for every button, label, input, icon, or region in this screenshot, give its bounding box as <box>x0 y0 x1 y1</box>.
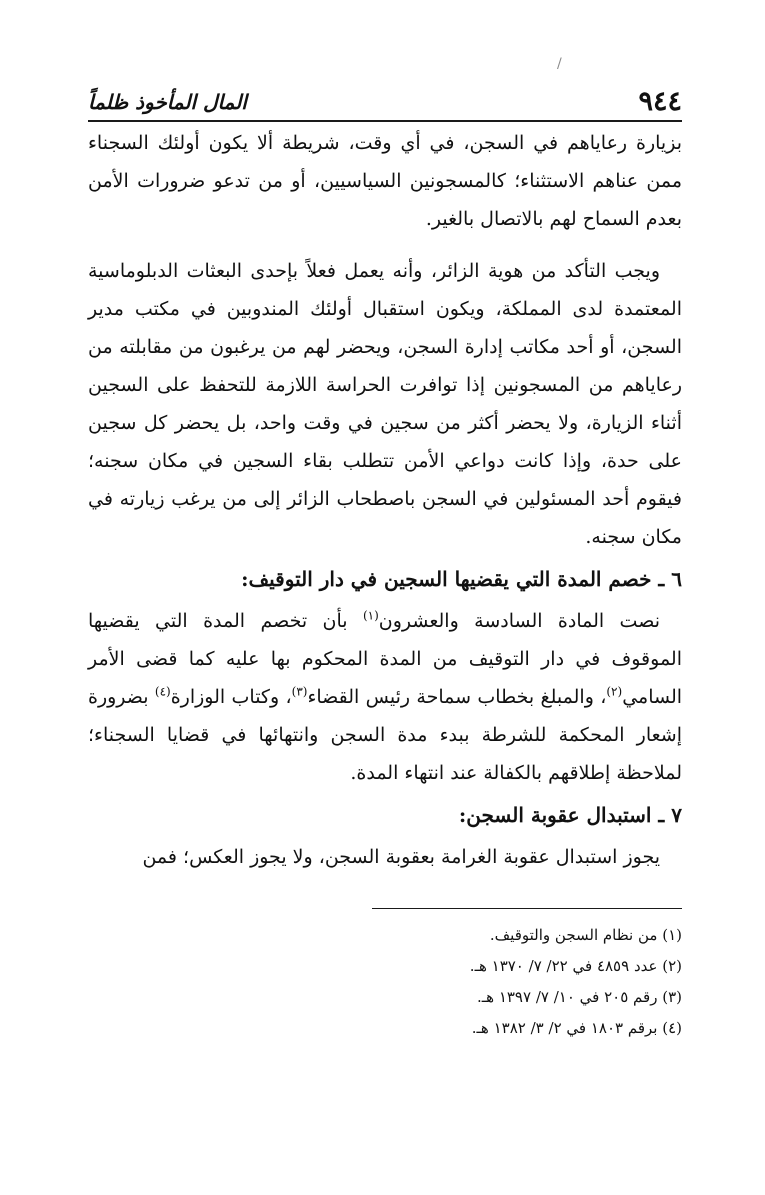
page-header <box>88 84 682 122</box>
footnote-3: (٣) رقم ٢٠٥ في ١٠/ ٧/ ١٣٩٧ هـ. <box>476 988 682 1006</box>
paragraph-2: ويجب التأكد من هوية الزائر، وأنه يعمل فعلاً بإحدى البعثات الدبلوماسية المعتمدة لدى المملكة، ويكون استقبال أولئك المندوبين في مكتب مدير السجن، أو أحد مكاتب إدارة السجن، ويحضر لهم من يرغبون من مقابلته من رعاياهم من المسجونين إذا توافرت الحراسة اللازمة للتحفظ على السجين أثناء الزيارة، ولا يحضر أكثر من سجين في وقت واحد، بل يحضر كل سجين على حدة، وإذا كانت دواعي الأمن تتطلب بقاء السجين في مكان سجنه؛ فيقوم أحد المسئولين في السجن باصطحاب الزائر إلى من يرغب زيارته في مكان سجنه. <box>88 260 682 548</box>
footnote-2: (٢) عدد ٤٨٥٩ في ٢٢/ ٧/ ١٣٧٠ هـ. <box>469 957 682 975</box>
paragraph-1: بزيارة رعاياهم في السجن، في أي وقت، شريطة ألا يكون أولئك السجناء ممن عناهم الاستثناء؛ كالمسجونين السياسيين، أو من تدعو ضرورات الأمن بعدم السماح لهم بالاتصال بالغير. <box>88 132 682 230</box>
footnote-ref-4[interactable]: (٤) <box>154 684 171 699</box>
paragraph-3-part-c: ، والمبلغ بخطاب سماحة رئيس القضاء <box>307 686 607 708</box>
running-title: المال المأخوذ ظلماً <box>88 90 247 114</box>
footnote-4: (٤) برقم ١٨٠٣ في ٢/ ٣/ ١٣٨٢ هـ. <box>471 1019 682 1037</box>
footnote-1: (١) من نظام السجن والتوقيف. <box>489 926 682 944</box>
footnotes <box>88 920 682 1044</box>
footnote-ref-3[interactable]: (٣) <box>291 684 308 699</box>
footnote-ref-2[interactable]: (٢) <box>606 684 623 699</box>
paragraph-3-part-d: ، وكتاب الوزارة <box>170 686 292 708</box>
main-text <box>88 124 682 876</box>
stray-pen-mark: / <box>557 56 562 72</box>
paragraph-3-part-b: بأن تخصم المدة التي يقضيها الموقوف في دار التوقيف من المدة المحكوم بها عليه كما قضى الأمر السامي <box>88 610 683 708</box>
footnote-ref-1[interactable]: (١) <box>362 608 379 623</box>
footnote-divider <box>372 908 682 909</box>
paragraph-3 <box>88 602 682 792</box>
section-heading-7: ٧ ـ استبدال عقوبة السجن: <box>458 803 682 827</box>
page-number: ٩٤٤ <box>638 86 682 117</box>
paragraph-3-part-a: نصت المادة السادسة والعشرون <box>378 610 660 632</box>
section-heading-6: ٦ ـ خصم المدة التي يقضيها السجين في دار التوقيف: <box>241 567 682 591</box>
paragraph-3-part-e: بضرورة إشعار المحكمة للشرطة ببدء مدة السجن وانتهائها في قضايا السجناء؛ لملاحظة إطلاقهم بالكفالة عند انتهاء المدة. <box>88 686 682 784</box>
paragraph-4: يجوز استبدال عقوبة الغرامة بعقوبة السجن، ولا يجوز العكس؛ فمن <box>142 846 660 868</box>
